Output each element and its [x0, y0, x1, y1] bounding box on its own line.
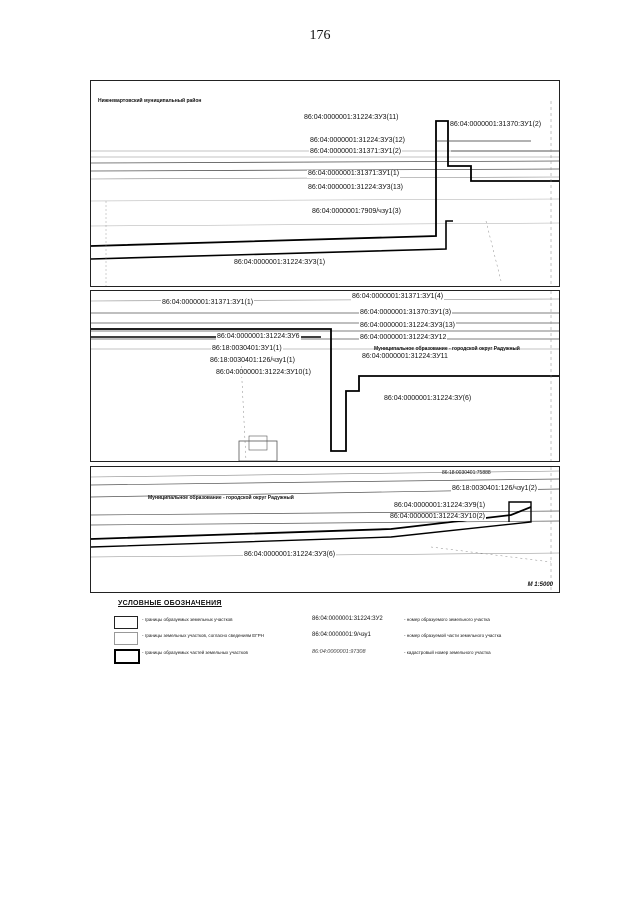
map-panel-2-drawing — [91, 291, 559, 461]
legend-code: 86:04:0000001:97308 — [312, 649, 366, 655]
legend-code: 86:04:0000001:31224:ЗУ2 — [312, 616, 383, 622]
legend-code-description: - кадастровый номер земельного участка — [404, 650, 491, 655]
panel2-parcel-label: 86:04:0000001:31224:ЗУ6 — [217, 333, 300, 340]
map-scale: М 1:5000 — [527, 582, 553, 588]
panel3-parcel-label: 86:04:0000001:31224:ЗУ10(2) — [390, 513, 486, 520]
legend-swatch-formed-parcel — [114, 616, 138, 629]
map-panel-2 — [90, 290, 560, 462]
panel2-parcel-label: 86:18:0030401:126/чзу1(1) — [210, 357, 296, 364]
panel1-parcel-label: 86:04:0000001:31371:ЗУ1(1) — [308, 170, 400, 177]
panel3-top-label: 86:18:0030401:75888 — [442, 470, 491, 476]
panel3-parcel-label: 86:04:0000001:31224:ЗУ9(1) — [394, 502, 486, 509]
panel2-region-label: Муниципальное образование - городской округ Радужный — [374, 346, 520, 352]
map-panel-1 — [90, 80, 560, 287]
legend-description: - границы образуемых частей земельных участков — [142, 650, 248, 655]
panel2-parcel-label: 86:04:0000001:31224:ЗУ10(1) — [216, 369, 312, 376]
legend-swatch-egrn-parcel — [114, 632, 138, 645]
legend-code: 86:04:0000001:9/чзу1 — [312, 632, 371, 638]
panel2-parcel-label: 86:04:0000001:31224:ЗУ11 — [362, 353, 448, 360]
legend-row — [114, 616, 554, 632]
panel1-parcel-label: 86:04:0000001:7909/чзу1(3) — [312, 208, 401, 215]
legend-row — [114, 649, 554, 665]
panel1-parcel-label: 86:04:0000001:31224:ЗУ3(11) — [304, 114, 399, 121]
legend-code-description: - номер образуемой части земельного участка — [404, 633, 502, 638]
legend-swatch-formed-part — [114, 649, 140, 664]
panel2-parcel-label: 86:04:0000001:31371:ЗУ1(1) — [162, 299, 254, 306]
panel3-region-label: Муниципальное образование - городской округ Радужный — [148, 495, 294, 501]
legend-description: - границы образуемых земельных участков — [142, 617, 233, 622]
panel1-parcel-label: 86:04:0000001:31224:ЗУ3(12) — [310, 137, 406, 144]
panel1-region-label: Нижневартовский муниципальный район — [98, 98, 202, 104]
panel2-parcel-label: 86:04:0000001:31371:ЗУ1(4) — [352, 293, 444, 300]
panel3-parcel-label: 86:18:0030401:126/чзу1(2) — [452, 485, 538, 492]
legend-title: УСЛОВНЫЕ ОБОЗНАЧЕНИЯ — [118, 600, 222, 607]
panel2-parcel-label: 86:04:0000001:31224:ЗУ(6) — [384, 395, 472, 402]
panel2-parcel-label: 86:04:0000001:31370:ЗУ1(3) — [360, 309, 452, 316]
legend-row — [114, 632, 554, 648]
panel2-parcel-label: 86:18:0030401:ЗУ1(1) — [212, 345, 282, 352]
legend-description: - границы земельных участков, согласно сведениям ЕГРН — [142, 633, 264, 638]
panel1-parcel-label: 86:04:0000001:31371:ЗУ1(2) — [310, 148, 402, 155]
panel3-parcel-label: 86:04:0000001:31224:ЗУ3(6) — [244, 551, 336, 558]
panel1-parcel-label: 86:04:0000001:31370:ЗУ1(2) — [450, 121, 542, 128]
panel2-parcel-label: 86:04:0000001:31224:ЗУ3(13) — [360, 322, 456, 329]
legend-code-description: - номер образуемого земельного участка — [404, 617, 490, 622]
page-number: 176 — [309, 28, 331, 43]
panel1-parcel-label: 86:04:0000001:31224:ЗУ3(1) — [234, 259, 326, 266]
map-panel-3 — [90, 466, 560, 593]
panel2-parcel-label: 86:04:0000001:31224:ЗУ12 — [360, 334, 447, 341]
panel1-parcel-label: 86:04:0000001:31224:ЗУ3(13) — [308, 184, 404, 191]
